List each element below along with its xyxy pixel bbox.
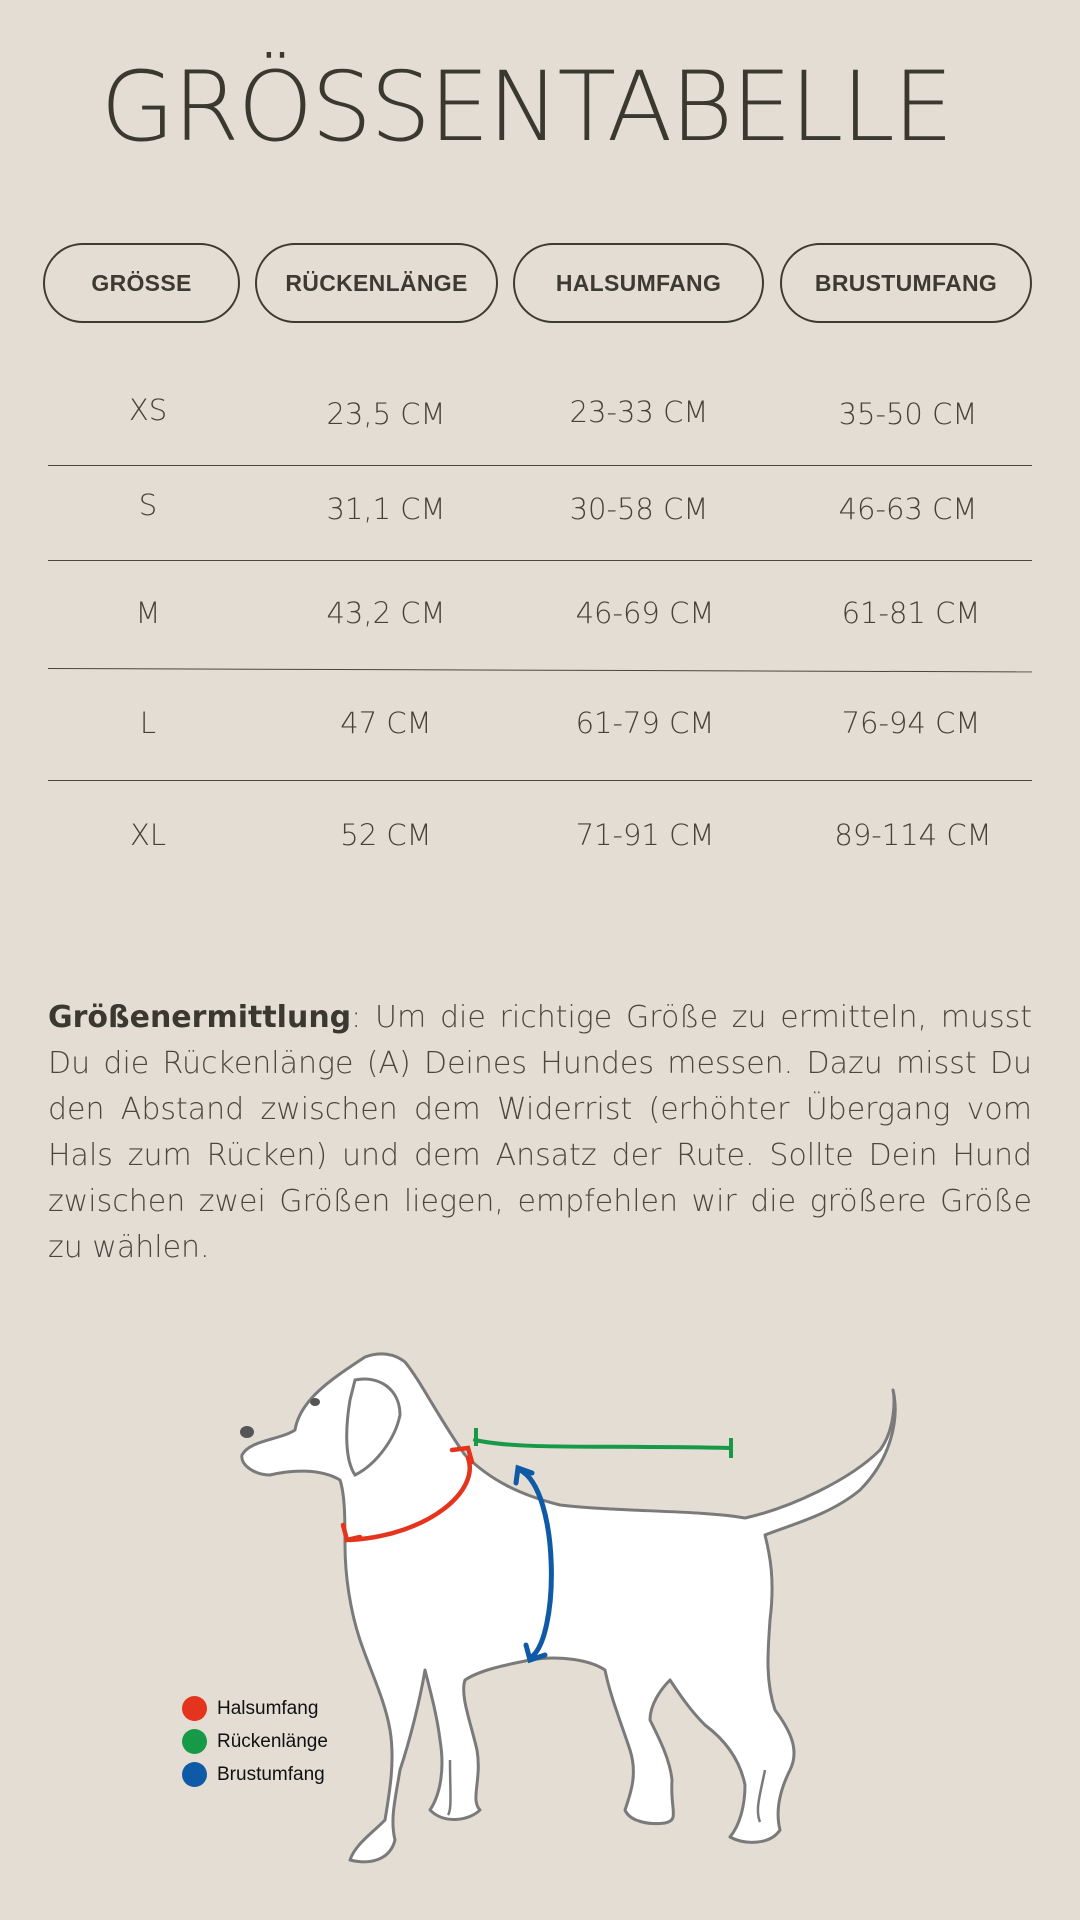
page-title: GRÖSSENTABELLE — [100, 51, 952, 163]
legend-label: Rückenlänge — [217, 1730, 328, 1752]
description-heading: Größenermittlung — [48, 1000, 352, 1035]
dog-measurement-icon — [0, 1340, 1080, 1880]
row-divider — [48, 465, 1032, 466]
green-dot-icon — [182, 1729, 207, 1754]
chest-cell: 46-63 CM — [838, 492, 978, 526]
size-description — [48, 995, 1032, 1271]
neck-cell: 61-79 CM — [575, 706, 715, 740]
column-header-groesse: GRÖSSE — [43, 243, 240, 323]
legend-item-rueckenlaenge — [182, 1725, 328, 1758]
table-row — [0, 380, 1080, 440]
neck-cell: 71-91 CM — [575, 818, 715, 852]
size-cell: M — [135, 596, 161, 630]
column-header-halsumfang: HALSUMFANG — [513, 243, 764, 323]
back-length-cell: 31,1 CM — [326, 492, 446, 526]
column-header-rueckenlaenge: RÜCKENLÄNGE — [255, 243, 498, 323]
chest-cell: 35-50 CM — [838, 397, 978, 431]
measurement-legend — [182, 1692, 328, 1791]
back-length-cell: 52 CM — [340, 818, 432, 852]
table-row — [0, 805, 1080, 865]
legend-item-halsumfang — [182, 1692, 328, 1725]
red-dot-icon — [182, 1696, 207, 1721]
neck-cell: 23-33 CM — [569, 395, 709, 429]
size-cell: XS — [128, 393, 168, 427]
legend-label: Brustumfang — [217, 1763, 325, 1785]
table-row — [0, 583, 1080, 643]
table-row — [0, 693, 1080, 753]
back-length-cell: 47 CM — [340, 706, 432, 740]
chest-cell: 89-114 CM — [834, 818, 992, 852]
size-cell: S — [138, 488, 158, 522]
row-divider — [48, 780, 1032, 781]
row-divider — [48, 560, 1032, 561]
row-divider — [48, 668, 1032, 672]
size-cell: L — [139, 706, 157, 740]
legend-item-brustumfang — [182, 1758, 328, 1791]
table-row — [0, 475, 1080, 535]
back-length-cell: 23,5 CM — [326, 397, 446, 431]
chest-cell: 61-81 CM — [841, 596, 981, 630]
column-header-brustumfang: BRUSTUMFANG — [780, 243, 1032, 323]
legend-label: Halsumfang — [217, 1697, 319, 1719]
neck-cell: 46-69 CM — [575, 596, 715, 630]
chest-cell: 76-94 CM — [841, 706, 981, 740]
back-length-cell: 43,2 CM — [326, 596, 446, 630]
blue-dot-icon — [182, 1762, 207, 1787]
size-cell: XL — [129, 818, 167, 852]
neck-cell: 30-58 CM — [569, 492, 709, 526]
description-text: : Um die richtige Größe zu ermitteln, musst Du die Rückenlänge (A) Deines Hundes messen. Dazu misst Du den Abstand zwischen dem Widerrist (erhöhter Übergang vom Hals zum Rücken) und dem Ansatz der Rute. Sollte Dein Hund zwischen zwei Größen liegen, empfehlen wir die größere Größe zu wählen. — [48, 1000, 1032, 1265]
